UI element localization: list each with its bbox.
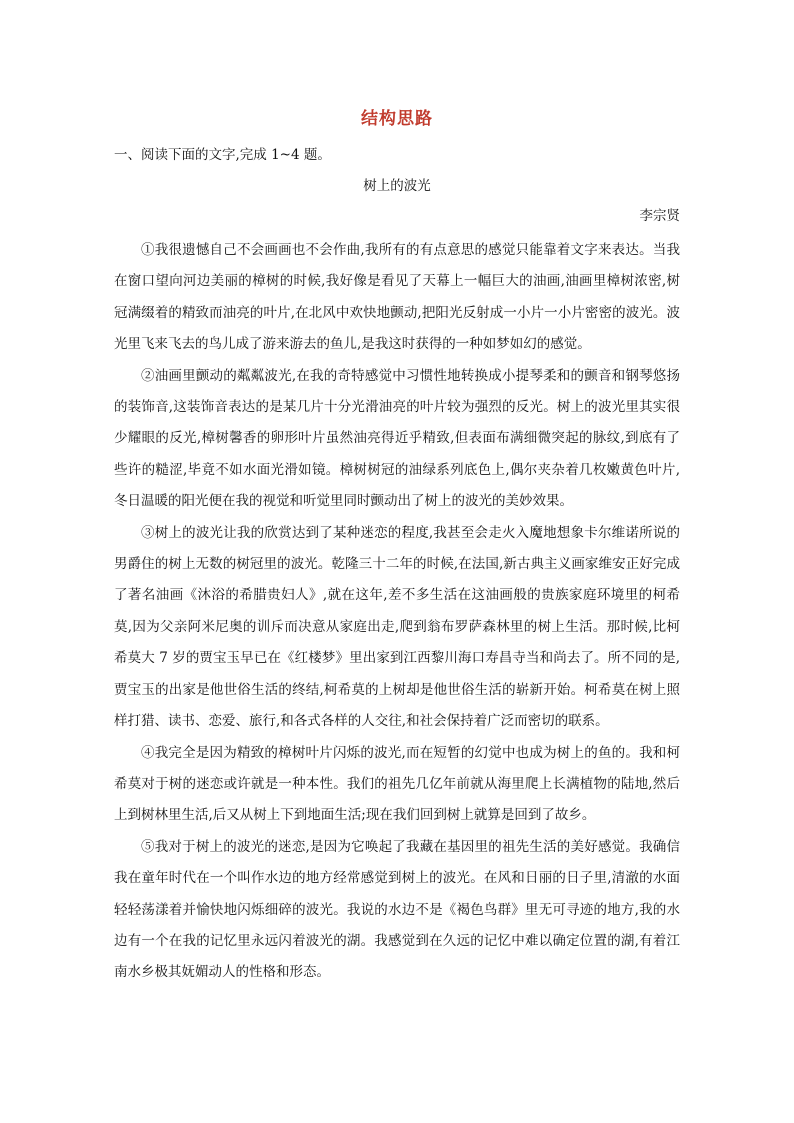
essay-paragraph-5: ⑤我对于树上的波光的迷恋,是因为它唤起了我藏在基因里的祖先生活的美好感觉。我确信我在童年时代在一个叫作水边的地方经常感觉到树上的波光。在风和日丽的日子里,清澈的水面轻轻荡漾着并愉快地闪烁细碎的波光。我说的水边不是《褐色鸟群》里无可寻迹的地方,我的水边有一个在我的记忆里永远闪着波光的湖。我感觉到在久远的记忆中难以确定位置的湖,有着江南水乡极其妩媚动人的性格和形态。 [114,838,680,981]
question-instruction: 一、阅读下面的文字,完成 1~4 题。 [114,147,331,163]
essay-paragraph-4: ④我完全是因为精致的樟树叶片闪烁的波光,而在短暂的幻觉中也成为树上的鱼的。我和柯希莫对于树的迷恋或许就是一种本性。我们的祖先几亿年前就从海里爬上长满植物的陆地,然后上到树林里生活,后又从树上下到地面生活;现在我们回到树上就算是回到了故乡。 [114,744,680,824]
essay-title: 树上的波光 [363,178,431,194]
essay-paragraph-3: ③树上的波光让我的欣赏达到了某种迷恋的程度,我甚至会走火入魔地想象卡尔维诺所说的男爵住的树上无数的树冠里的波光。乾隆三十二年的时候,在法国,新古典主义画家维安正好完成了著名油画《沐浴的希腊贵妇人》,就在这年,差不多生活在这油画般的贵族家庭环境里的柯希莫,因为父亲阿米尼奥的训斥而决意从家庭出走,爬到翁布罗萨森林里的树上生活。那时候,比柯希莫大 7 岁的贾宝玉早已在《红楼梦》里出家到江西黎川海口寿昌寺当和尚去了。所不同的是,贾宝玉的出家是他世俗生活的终结,柯希莫的上树却是他世俗生活的崭新开始。柯希莫在树上照样打猎、读书、恋爱、旅行,和各式各样的人交往,和社会保持着广泛而密切的联系。 [114,524,680,730]
essay-body [114,235,680,989]
essay-paragraph-1: ①我很遗憾自己不会画画也不会作曲,我所有的有点意思的感觉只能靠着文字来表达。当我在窗口望向河边美丽的樟树的时候,我好像是看见了天幕上一幅巨大的油画,油画里樟树浓密,树冠满缀着的精致而油亮的叶片,在北风中欢快地颤动,把阳光反射成一小片一小片密密的波光。波光里飞来飞去的鸟儿成了游来游去的鱼儿,是我这时获得的一种如梦如幻的感觉。 [114,242,680,353]
section-title: 结构思路 [361,109,433,129]
essay-paragraph-2: ②油画里颤动的粼粼波光,在我的奇特感觉中习惯性地转换成小提琴柔和的颤音和钢琴悠扬的装饰音,这装饰音表达的是某几片十分光滑油亮的叶片较为强烈的反光。树上的波光里其实很少耀眼的反光,樟树馨香的卵形叶片虽然油亮得近乎精致,但表面布满细微突起的脉纹,到底有了些许的糙涩,毕竟不如水面光滑如镜。樟树树冠的油绿系列底色上,偶尔夹杂着几枚嫩黄色叶片,冬日温暖的阳光便在我的视觉和听觉里同时颤动出了树上的波光的美妙效果。 [114,367,680,510]
essay-author: 李宗贤 [639,208,680,224]
